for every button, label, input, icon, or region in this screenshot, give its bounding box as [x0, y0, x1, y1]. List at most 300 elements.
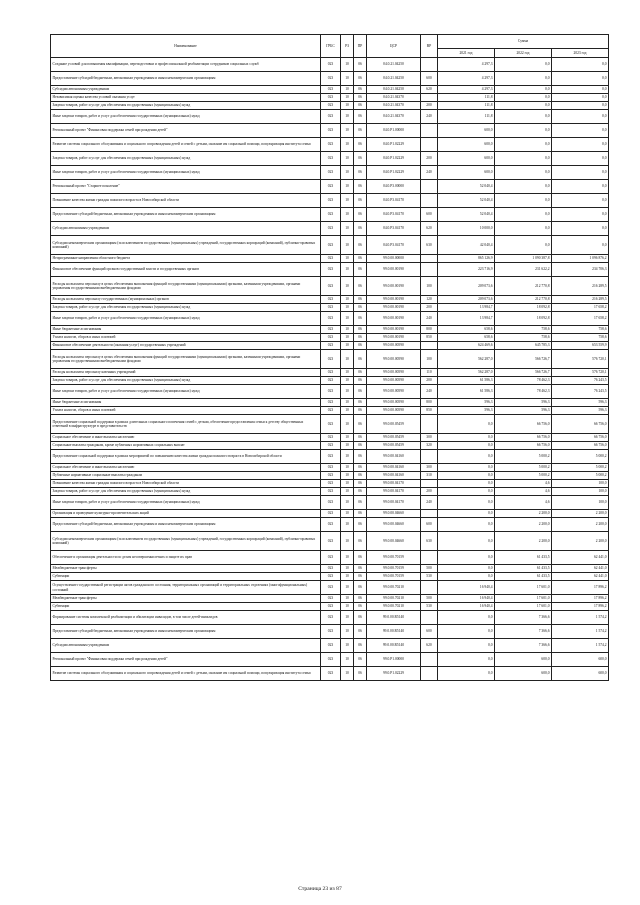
row-vr: 120	[421, 296, 438, 304]
row-grbs: 023	[321, 296, 341, 304]
row-sum-2021: 52 040,4	[438, 194, 495, 208]
row-sum-2021: 0,0	[438, 551, 495, 565]
row-name: Расходы на выплаты персоналу государственных (муниципальных) органов	[51, 296, 321, 304]
table-row	[51, 124, 609, 138]
row-sum-2021: 0,0	[438, 518, 495, 532]
row-name: Организация и проведение культурно-просветительских акций	[51, 510, 321, 518]
row-sum-2022: 2 200,0	[495, 510, 552, 518]
row-sum-2023: 1 574,2	[552, 611, 609, 625]
row-sum-2022: 7 366,6	[495, 625, 552, 639]
row-grbs: 023	[321, 326, 341, 334]
row-sum-2023: 600,0	[552, 653, 609, 667]
table-row	[51, 573, 609, 581]
row-csr: 04.0.21.04250	[367, 86, 421, 94]
row-sum-2021: 0,0	[438, 510, 495, 518]
row-sum-2022: 61 433,5	[495, 573, 552, 581]
row-rz: 10	[341, 194, 354, 208]
row-rz: 10	[341, 442, 354, 450]
row-vr	[421, 450, 438, 464]
row-sum-2021: 4 297,3	[438, 58, 495, 72]
row-sum-2023: 0,0	[552, 180, 609, 194]
row-name: Расходы на выплаты персоналу в целях обеспечения выполнения функций государственными (муниципальными) органами, казенными учреждениями, органами управления государственными внебюджетными фондами	[51, 350, 321, 369]
row-sum-2021: 658,6	[438, 326, 495, 334]
row-sum-2022: 78 462,3	[495, 377, 552, 385]
row-rz: 10	[341, 603, 354, 611]
row-sum-2021: 223 716,9	[438, 263, 495, 277]
table-row	[51, 208, 609, 222]
row-sum-2021: 0,0	[438, 415, 495, 434]
row-rz: 10	[341, 573, 354, 581]
row-vr: 600	[421, 625, 438, 639]
table-row	[51, 277, 609, 296]
row-sum-2023: 66 756,0	[552, 442, 609, 450]
row-grbs: 023	[321, 639, 341, 653]
row-rz: 10	[341, 464, 354, 472]
row-rz: 10	[341, 166, 354, 180]
row-rz: 10	[341, 488, 354, 496]
row-pr: 06	[354, 72, 367, 86]
row-csr: 99.0.00.04160	[367, 450, 421, 464]
row-vr: 500	[421, 565, 438, 573]
row-name: Субсидии автономным учреждениям	[51, 86, 321, 94]
table-row	[51, 581, 609, 595]
row-sum-2021: 13 984,7	[438, 304, 495, 312]
row-csr: 99.0.00.04170	[367, 480, 421, 488]
row-grbs: 023	[321, 166, 341, 180]
row-pr: 06	[354, 312, 367, 326]
row-rz: 10	[341, 138, 354, 152]
row-vr: 200	[421, 488, 438, 496]
table-row	[51, 334, 609, 342]
row-rz: 10	[341, 510, 354, 518]
row-grbs: 023	[321, 442, 341, 450]
row-grbs: 023	[321, 472, 341, 480]
row-csr: 99.0.00.00590	[367, 377, 421, 385]
table-row	[51, 625, 609, 639]
row-sum-2022: 566 726,7	[495, 369, 552, 377]
row-csr: 99.0.00.00590	[367, 399, 421, 407]
row-sum-2021: 600,0	[438, 124, 495, 138]
row-rz: 10	[341, 255, 354, 263]
row-pr: 06	[354, 110, 367, 124]
row-pr: 06	[354, 510, 367, 518]
row-csr: 04.0.21.04250	[367, 72, 421, 86]
row-grbs: 023	[321, 138, 341, 152]
row-grbs: 023	[321, 342, 341, 350]
row-sum-2022: 0,0	[495, 58, 552, 72]
row-name: Региональный проект "Финансовая поддержка семей при рождении детей"	[51, 124, 321, 138]
table-row	[51, 58, 609, 72]
row-vr	[421, 415, 438, 434]
row-sum-2021: 600,0	[438, 152, 495, 166]
row-rz: 10	[341, 472, 354, 480]
row-grbs: 023	[321, 255, 341, 263]
row-sum-2021: 562 287,0	[438, 350, 495, 369]
row-name: Непрограммные направления областного бюджета	[51, 255, 321, 263]
row-name: Предоставление субсидий бюджетным, автономным учреждениям и иным некоммерческим организациям	[51, 72, 321, 86]
row-rz: 10	[341, 551, 354, 565]
row-sum-2022: 1 090 387,8	[495, 255, 552, 263]
row-sum-2023: 216 289,5	[552, 277, 609, 296]
row-pr: 06	[354, 94, 367, 102]
row-rz: 10	[341, 653, 354, 667]
table-row	[51, 94, 609, 102]
row-sum-2023: 0,0	[552, 138, 609, 152]
row-sum-2022: 2 200,0	[495, 532, 552, 551]
row-pr: 06	[354, 180, 367, 194]
row-pr: 06	[354, 342, 367, 350]
row-vr: 200	[421, 102, 438, 110]
row-sum-2022: 231 622,2	[495, 263, 552, 277]
row-rz: 10	[341, 415, 354, 434]
row-pr: 06	[354, 277, 367, 296]
row-csr: 04.0.P3.04170	[367, 222, 421, 236]
header-sums: Сумма	[438, 35, 609, 49]
table-row	[51, 667, 609, 681]
row-pr: 06	[354, 464, 367, 472]
row-csr: 99.0.00.00190	[367, 304, 421, 312]
row-pr: 06	[354, 407, 367, 415]
row-pr: 06	[354, 415, 367, 434]
row-sum-2023: 0,0	[552, 110, 609, 124]
table-row	[51, 194, 609, 208]
row-sum-2023: 758,6	[552, 326, 609, 334]
row-sum-2021: 16 940,4	[438, 595, 495, 603]
row-vr: 600	[421, 518, 438, 532]
row-sum-2022: 7 366,6	[495, 639, 552, 653]
row-rz: 10	[341, 532, 354, 551]
row-sum-2021: 600,0	[438, 166, 495, 180]
row-sum-2022: 18 092,8	[495, 312, 552, 326]
row-pr: 06	[354, 334, 367, 342]
row-grbs: 023	[321, 595, 341, 603]
table-row	[51, 407, 609, 415]
row-sum-2022: 61 433,5	[495, 551, 552, 565]
row-sum-2022: 18 092,8	[495, 304, 552, 312]
row-pr: 06	[354, 532, 367, 551]
row-vr: 500	[421, 595, 438, 603]
row-sum-2022: 0,0	[495, 94, 552, 102]
row-rz: 10	[341, 312, 354, 326]
row-grbs: 023	[321, 277, 341, 296]
row-sum-2022: 0,0	[495, 86, 552, 94]
row-rz: 10	[341, 611, 354, 625]
row-name: Закупка товаров, работ и услуг для обеспечения государственных (муниципальных) нужд	[51, 488, 321, 496]
row-sum-2021: 4 297,3	[438, 72, 495, 86]
row-grbs: 023	[321, 94, 341, 102]
row-sum-2022: 0,0	[495, 138, 552, 152]
row-rz: 10	[341, 152, 354, 166]
table-row	[51, 342, 609, 350]
row-sum-2021: 596,3	[438, 407, 495, 415]
row-csr: 04.0.P3.04170	[367, 208, 421, 222]
row-rz: 10	[341, 581, 354, 595]
row-pr: 06	[354, 304, 367, 312]
row-grbs: 023	[321, 312, 341, 326]
row-vr	[421, 480, 438, 488]
row-name: Создание условий для повышения квалификации, переподготовки и профессиональной реабилитации сотрудников социальных служб	[51, 58, 321, 72]
row-name: Повышение качества жизни граждан пожилого возраста в Новосибирской области	[51, 194, 321, 208]
table-row	[51, 496, 609, 510]
row-sum-2022: 5 000,2	[495, 450, 552, 464]
row-pr: 06	[354, 350, 367, 369]
row-pr: 06	[354, 667, 367, 681]
row-sum-2022: 17 601,0	[495, 581, 552, 595]
row-vr: 620	[421, 639, 438, 653]
row-name: Закупка товаров, работ и услуг для обеспечения государственных (муниципальных) нужд	[51, 102, 321, 110]
row-sum-2023: 17 896,2	[552, 581, 609, 595]
row-name: Осуществление государственной регистрации актов гражданского состояния, территориальных организаций и территориальных отделениях (многофункциональных) состояний	[51, 581, 321, 595]
row-sum-2023: 0,0	[552, 72, 609, 86]
row-sum-2022: 600,0	[495, 667, 552, 681]
row-sum-2021: 61 586,3	[438, 377, 495, 385]
row-name: Иные закупки товаров, работ и услуг для обеспечения государственных (муниципальных) нужд	[51, 312, 321, 326]
row-sum-2023: 17 658,2	[552, 312, 609, 326]
row-sum-2022: 5 000,2	[495, 464, 552, 472]
row-grbs: 023	[321, 304, 341, 312]
row-csr: 99.0.00.70210	[367, 603, 421, 611]
row-grbs: 023	[321, 653, 341, 667]
row-csr: 04.0.P3.04170	[367, 236, 421, 255]
row-vr: 240	[421, 312, 438, 326]
row-grbs: 023	[321, 110, 341, 124]
row-name: Социальные выплаты гражданам, кроме публичных нормативных социальных выплат	[51, 442, 321, 450]
row-csr: 99.0.00.00590	[367, 407, 421, 415]
row-csr: 99.0.00.00590	[367, 342, 421, 350]
row-pr: 06	[354, 399, 367, 407]
row-sum-2022: 78 462,3	[495, 385, 552, 399]
table-row	[51, 166, 609, 180]
row-vr	[421, 138, 438, 152]
table-row	[51, 255, 609, 263]
row-rz: 10	[341, 263, 354, 277]
table-row	[51, 385, 609, 399]
row-csr: 04.0.P1.02229	[367, 152, 421, 166]
row-rz: 10	[341, 296, 354, 304]
row-sum-2022: 2 200,0	[495, 518, 552, 532]
row-sum-2022: 596,3	[495, 399, 552, 407]
row-name: Уплата налогов, сборов и иных платежей	[51, 407, 321, 415]
row-sum-2023: 0,0	[552, 102, 609, 110]
row-pr: 06	[354, 434, 367, 442]
row-pr: 06	[354, 625, 367, 639]
table-row	[51, 518, 609, 532]
row-pr: 06	[354, 472, 367, 480]
row-sum-2021: 0,0	[438, 653, 495, 667]
row-name: Уплата налогов, сборов и иных платежей	[51, 334, 321, 342]
row-sum-2021: 658,6	[438, 334, 495, 342]
row-name: Субсидии некоммерческим организациям (за исключением государственных (муниципальных) учреждений, государственных корпораций (компаний), публично-правовых компаний)	[51, 236, 321, 255]
row-rz: 10	[341, 102, 354, 110]
row-pr: 06	[354, 138, 367, 152]
row-sum-2022: 0,0	[495, 72, 552, 86]
table-row	[51, 415, 609, 434]
row-grbs: 023	[321, 434, 341, 442]
row-grbs: 023	[321, 625, 341, 639]
row-rz: 10	[341, 124, 354, 138]
row-pr: 06	[354, 377, 367, 385]
row-sum-2023: 100,0	[552, 480, 609, 488]
row-rz: 10	[341, 450, 354, 464]
table-row	[51, 236, 609, 255]
row-csr: 99.0.00.04170	[367, 496, 421, 510]
row-grbs: 023	[321, 102, 341, 110]
row-sum-2021: 0,0	[438, 434, 495, 442]
row-pr: 06	[354, 385, 367, 399]
row-vr: 800	[421, 399, 438, 407]
row-vr: 110	[421, 369, 438, 377]
row-sum-2023: 576 720,1	[552, 369, 609, 377]
row-grbs: 023	[321, 488, 341, 496]
row-rz: 10	[341, 342, 354, 350]
row-sum-2023: 1 574,2	[552, 625, 609, 639]
row-vr: 200	[421, 304, 438, 312]
table-row	[51, 222, 609, 236]
row-sum-2022: 0,0	[495, 194, 552, 208]
row-sum-2023: 0,0	[552, 58, 609, 72]
row-vr	[421, 180, 438, 194]
row-grbs: 023	[321, 350, 341, 369]
row-sum-2023: 17 896,2	[552, 595, 609, 603]
row-name: Субсидии некоммерческим организациям (за исключением государственных (муниципальных) учреждений, государственных корпораций (компаний), публично-правовых компаний)	[51, 532, 321, 551]
row-sum-2023: 596,3	[552, 407, 609, 415]
row-sum-2023: 62 441,0	[552, 565, 609, 573]
row-rz: 10	[341, 180, 354, 194]
row-pr: 06	[354, 518, 367, 532]
row-grbs: 023	[321, 152, 341, 166]
row-rz: 10	[341, 595, 354, 603]
row-vr: 620	[421, 86, 438, 94]
row-sum-2021: 16 940,4	[438, 603, 495, 611]
row-csr: 04.0.P3.04170	[367, 194, 421, 208]
row-csr: 99.0.00.00590	[367, 350, 421, 369]
row-sum-2022: 212 770,8	[495, 277, 552, 296]
row-sum-2023: 1 096 876,2	[552, 255, 609, 263]
row-name: Повышение качества жизни граждан пожилого возраста в Новосибирской области	[51, 480, 321, 488]
row-sum-2022: 0,0	[495, 236, 552, 255]
row-pr: 06	[354, 488, 367, 496]
row-name: Предоставление социальной поддержки в рамках мероприятий по повышению качества жизни граждан пожилого возраста в Новосибирской области	[51, 450, 321, 464]
row-grbs: 023	[321, 58, 341, 72]
row-sum-2022: 0,0	[495, 166, 552, 180]
row-sum-2022: 66 756,0	[495, 415, 552, 434]
row-vr: 100	[421, 277, 438, 296]
row-csr: 04.0.P1.02229	[367, 166, 421, 180]
row-sum-2023: 76 243,5	[552, 385, 609, 399]
row-pr: 06	[354, 595, 367, 603]
row-vr: 850	[421, 407, 438, 415]
row-name: Субсидии автономным учреждениям	[51, 222, 321, 236]
row-sum-2022: 645 785,3	[495, 342, 552, 350]
row-vr: 530	[421, 603, 438, 611]
row-sum-2022: 4,6	[495, 488, 552, 496]
row-name: Закупка товаров, работ и услуг для обеспечения государственных (муниципальных) нужд	[51, 152, 321, 166]
row-sum-2021: 52 040,4	[438, 208, 495, 222]
row-vr: 240	[421, 110, 438, 124]
row-pr: 06	[354, 496, 367, 510]
row-sum-2021: 111,8	[438, 110, 495, 124]
row-grbs: 023	[321, 236, 341, 255]
row-sum-2023: 576 720,1	[552, 350, 609, 369]
row-sum-2021: 13 984,7	[438, 312, 495, 326]
row-vr	[421, 255, 438, 263]
row-sum-2022: 758,6	[495, 326, 552, 334]
row-pr: 06	[354, 296, 367, 304]
table-row	[51, 296, 609, 304]
row-name: Субсидии автономным учреждениям	[51, 639, 321, 653]
row-pr: 06	[354, 450, 367, 464]
row-name: Предоставление социальной поддержки в рамках длительных социального попечения семей с детьми, обеспечение предоставления семьи к детству общественных ответений в инфраструктуре в представительств	[51, 415, 321, 434]
row-sum-2021: 42 040,4	[438, 236, 495, 255]
row-sum-2021: 61 586,3	[438, 385, 495, 399]
row-sum-2021: 0,0	[438, 625, 495, 639]
table-row	[51, 350, 609, 369]
row-rz: 10	[341, 86, 354, 94]
row-rz: 10	[341, 72, 354, 86]
row-name: Закупка товаров, работ и услуг для обеспечения государственных (муниципальных) нужд	[51, 377, 321, 385]
row-vr: 630	[421, 532, 438, 551]
row-csr: 99.0.00.70210	[367, 595, 421, 603]
row-grbs: 023	[321, 573, 341, 581]
row-pr: 06	[354, 255, 367, 263]
row-rz: 10	[341, 625, 354, 639]
row-grbs: 023	[321, 194, 341, 208]
row-sum-2021: 0,0	[438, 573, 495, 581]
row-vr: 100	[421, 350, 438, 369]
row-vr: 200	[421, 152, 438, 166]
row-name: Иные бюджетные ассигнования	[51, 399, 321, 407]
row-grbs: 023	[321, 124, 341, 138]
row-sum-2022: 66 756,0	[495, 442, 552, 450]
header-csr: ЦСР	[367, 35, 421, 58]
row-sum-2023: 2 200,0	[552, 532, 609, 551]
row-vr	[421, 58, 438, 72]
row-pr: 06	[354, 442, 367, 450]
row-grbs: 023	[321, 611, 341, 625]
row-sum-2023: 0,0	[552, 166, 609, 180]
row-pr: 06	[354, 263, 367, 277]
row-grbs: 023	[321, 464, 341, 472]
row-sum-2023: 5 000,2	[552, 472, 609, 480]
row-vr	[421, 263, 438, 277]
row-csr: 99.0.00.00190	[367, 326, 421, 334]
row-rz: 10	[341, 399, 354, 407]
row-sum-2023: 216 289,5	[552, 296, 609, 304]
row-grbs: 023	[321, 222, 341, 236]
row-grbs: 023	[321, 581, 341, 595]
table-row	[51, 110, 609, 124]
row-pr: 06	[354, 58, 367, 72]
row-sum-2023: 0,0	[552, 236, 609, 255]
row-sum-2021: 4 297,3	[438, 86, 495, 94]
table-row	[51, 532, 609, 551]
row-sum-2023: 17 896,2	[552, 603, 609, 611]
row-sum-2021: 562 287,0	[438, 369, 495, 377]
row-pr: 06	[354, 611, 367, 625]
row-sum-2023: 0,0	[552, 86, 609, 94]
row-vr: 240	[421, 496, 438, 510]
header-pr: ПР	[354, 35, 367, 58]
header-rz: РЗ	[341, 35, 354, 58]
row-csr: 99.0.00.04160	[367, 464, 421, 472]
row-sum-2022: 4,6	[495, 480, 552, 488]
row-name: Финансовое обеспечение деятельности (оказания услуг) государственных учреждений	[51, 342, 321, 350]
row-vr	[421, 510, 438, 518]
row-pr: 06	[354, 102, 367, 110]
table-row	[51, 611, 609, 625]
row-csr: 04.0.P3.00000	[367, 180, 421, 194]
row-sum-2021: 209 073,6	[438, 296, 495, 304]
